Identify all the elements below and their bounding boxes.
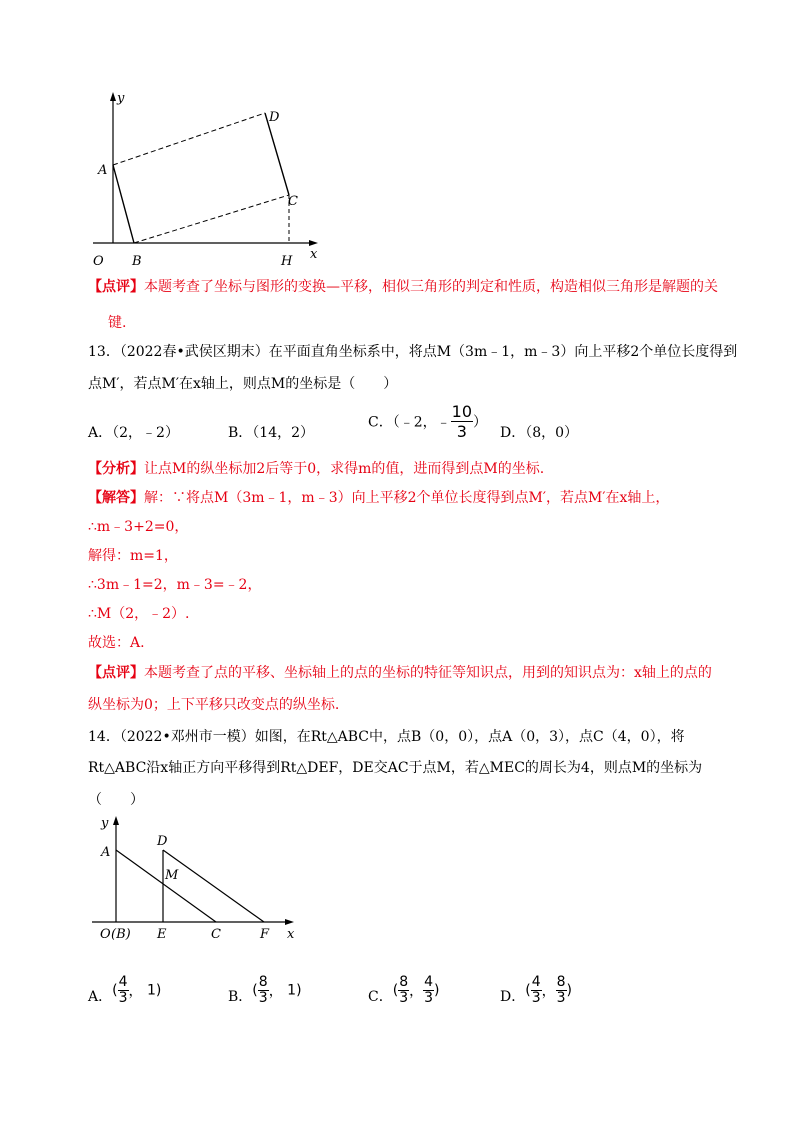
q14-stem: （2022•邓州市一模）如图，在Rt△ABC中，点B（0，0），点A（0，3），点C（4，0），将 [119,729,685,745]
x-axis-arrow [309,240,318,246]
comment-text: 本题考查了点的平移、坐标轴上的点的坐标的特征等知识点，用到的知识点为：x轴上的点的 [144,665,712,681]
q13-option-c[interactable] [368,402,487,441]
q13-step5: 故选：A. [88,635,145,651]
option-label: D． [500,425,526,441]
option-text: （2，﹣2） [112,425,179,441]
label-O: O [93,254,104,269]
q14-line2: Rt△ABC沿x轴正方向平移得到Rt△DEF，DE交AC于点M，若△MEC的周长为4，则点M的坐标为 [88,760,703,776]
label-O: O [100,927,111,942]
label-y: y [117,91,125,106]
fraction: $\frac{8}{3}$ [258,974,268,1006]
q13-stem: （2022春•武侯区期末）在平面直角坐标系中，将点M（3m﹣1，m﹣3）向上平移2个单位长度得到 [119,344,738,360]
option-text: （﹣2，﹣ [392,414,451,431]
q13-analysis [88,458,544,478]
figure-triangle-translation [88,810,313,945]
label-E: E [157,927,167,942]
q14-option-d[interactable]: D．( $\frac{4}{3}$ ， $\frac{8}{3}$ ) [500,974,573,1006]
q14-number: 14． [88,729,120,745]
answer-tag: 【解答】 [88,490,144,506]
option-text: ） [473,414,487,431]
q13-answer-line1 [88,487,669,507]
label-H: H [281,254,293,269]
fraction: $\frac{10}{3}$ [451,402,472,441]
q13-step3: ∴3m﹣1=2，m﹣3=﹣2， [88,577,262,593]
option-label: A． [88,989,113,1005]
segment-AC [116,850,216,922]
q13-line2: 点M′，若点M′在x轴上，则点M的坐标是（ ） [88,376,398,392]
q14-option-a[interactable]: A．( $\frac{4}{3}$ ， 1) [88,974,162,1006]
option-label: B． [228,989,253,1005]
option-value: 1 [287,982,297,999]
y-axis-arrow [113,816,119,825]
option-label: D． [500,989,526,1005]
option-label: C． [368,989,393,1005]
fraction: $\frac{4}{3}$ [118,974,128,1006]
comment-tag: 【点评】 [88,279,144,295]
label-D: D [157,834,168,849]
option-label: C． [368,414,393,431]
q13-number: 13． [88,344,120,360]
segment-BC [134,195,289,243]
y-axis-arrow [110,92,116,101]
comment-12-line2: 键. [108,315,127,331]
option-label: B． [228,425,253,441]
q13-step4: ∴M（2，﹣2）. [88,606,190,622]
q13-line1 [88,341,737,361]
segment-DF [163,850,264,922]
fraction: $\frac{8}{3}$ [556,974,566,1006]
comment-12-line1 [88,276,718,296]
label-A: A [98,163,108,178]
q14-line1 [88,726,685,746]
option-text: （14，2） [252,425,315,441]
q14-option-c[interactable]: C．( $\frac{8}{3}$ ， $\frac{4}{3}$ ) [368,974,440,1006]
comment-tag: 【点评】 [88,665,144,681]
option-text: （8，0） [525,425,579,441]
q13-comment-line1 [88,662,712,682]
fraction: $\frac{4}{3}$ [531,974,541,1006]
label-C: C [288,194,298,209]
label-F: F [260,927,270,942]
label-x: x [287,927,295,942]
analysis-tag: 【分析】 [88,461,144,477]
segment-DC [265,113,289,195]
x-axis-arrow [285,919,294,925]
q13-step1: ∴m﹣3+2=0， [88,519,189,535]
analysis-text: 让点M的纵坐标加2后等于0，求得m的值，进而得到点M的坐标. [144,461,545,477]
q13-option-d[interactable] [500,422,578,442]
q14-option-b[interactable]: B．( $\frac{8}{3}$ ， 1) [228,974,302,1006]
q13-option-b[interactable] [228,422,314,442]
figure-translation-rectangle [88,88,328,273]
option-value: 1 [146,982,156,999]
label-D: D [269,110,280,125]
q13-option-a[interactable] [88,422,179,442]
answer-text: 解：∵将点M（3m﹣1，m﹣3）向上平移2个单位长度得到点M′，若点M′在x轴上， [144,490,670,506]
label-A: A [101,845,111,860]
fraction: $\frac{8}{3}$ [399,974,409,1006]
fraction: $\frac{4}{3}$ [424,974,434,1006]
label-B: (B) [111,927,131,942]
comment-text: 本题考查了坐标与图形的变换—平移，相似三角形的判定和性质，构造相似三角形是解题的关 [144,279,718,295]
label-x: x [310,247,318,262]
option-label: A． [88,425,113,441]
label-B: B [132,254,142,269]
q13-comment-line2: 纵坐标为0；上下平移只改变点的纵坐标. [88,697,340,713]
segment-AB [113,165,134,243]
segment-AD [113,113,265,165]
label-M: M [165,868,179,883]
label-y: y [101,816,109,831]
q13-step2: 解得：m=1， [88,548,178,564]
label-C: C [211,927,221,942]
q14-line3: （ ） [88,792,144,808]
